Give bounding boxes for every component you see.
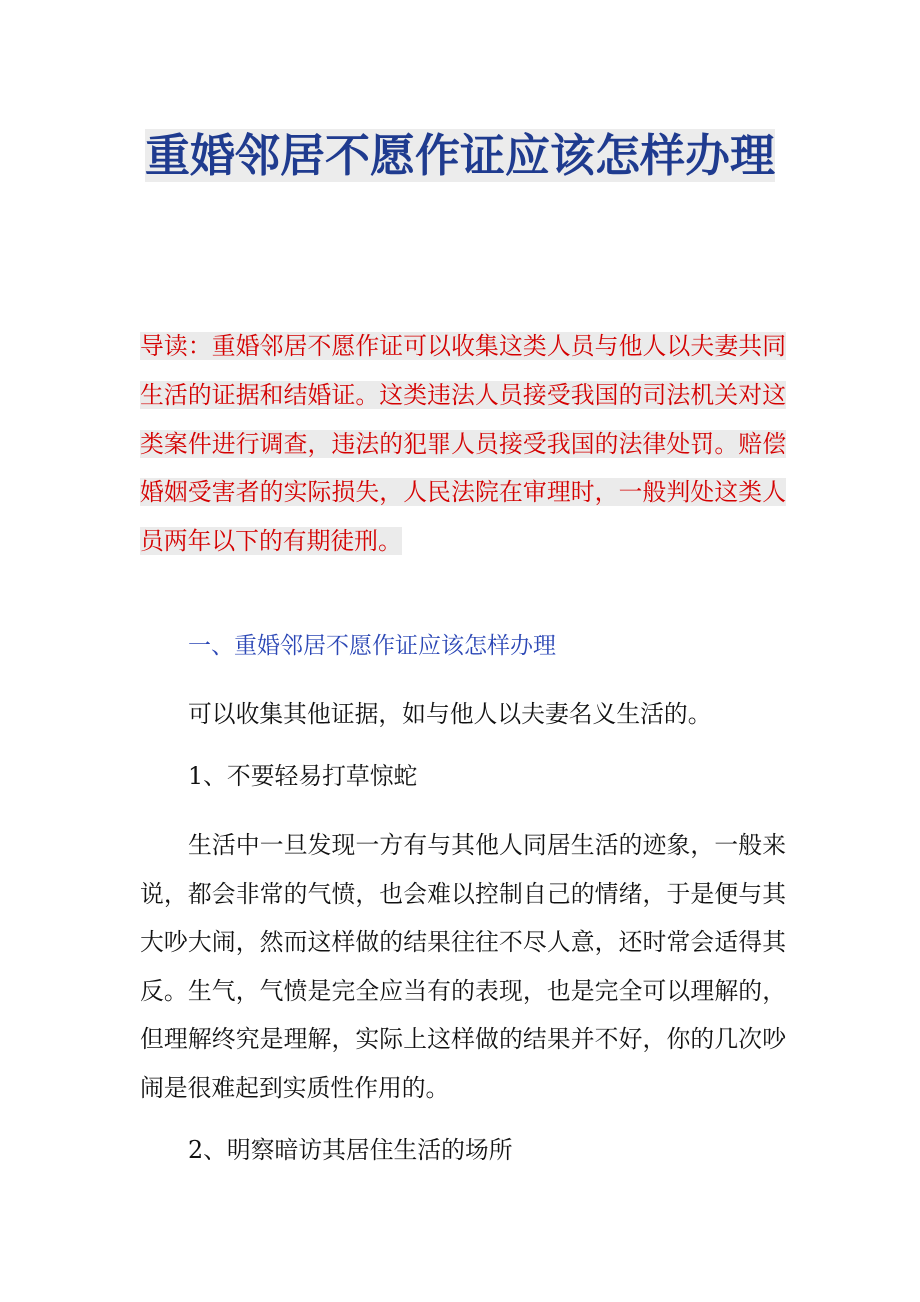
title-text: 重婚邻居不愿作证应该怎样办理: [144, 129, 775, 182]
list-item-heading: 2、明察暗访其居住生活的场所: [188, 1136, 513, 1164]
paragraph: 可以收集其他证据，如与他人以夫妻名义生活的。: [188, 700, 712, 728]
intro-paragraph: [140, 322, 786, 566]
paragraph: 生活中一旦发现一方有与其他人同居生活的迹象，一般来说，都会非常的气愤，也会难以控制自己的情绪，于是便与其大吵大闹，然而这样做的结果往往不尽人意，还时常会适得其反。生气，气愤是完全应当有的表现，也是完全可以理解的，但理解终究是理解，实际上这样做的结果并不好，你的几次吵闹是很难起到实质性作用的。: [140, 831, 786, 1102]
section-heading: 一、重婚邻居不愿作证应该怎样办理: [188, 633, 556, 659]
list-item-heading: 1、不要轻易打草惊蛇: [188, 762, 418, 790]
document-title: [140, 118, 780, 194]
intro-text: 导读：重婚邻居不愿作证可以收集这类人员与他人以夫妻共同生活的证据和结婚证。这类违法人员接受我国的司法机关对这类案件进行调查，违法的犯罪人员接受我国的法律处罚。赔偿婚姻受害者的实际损失，人民法院在审理时，一般判处这类人员两年以下的有期徒刑。: [140, 332, 786, 556]
